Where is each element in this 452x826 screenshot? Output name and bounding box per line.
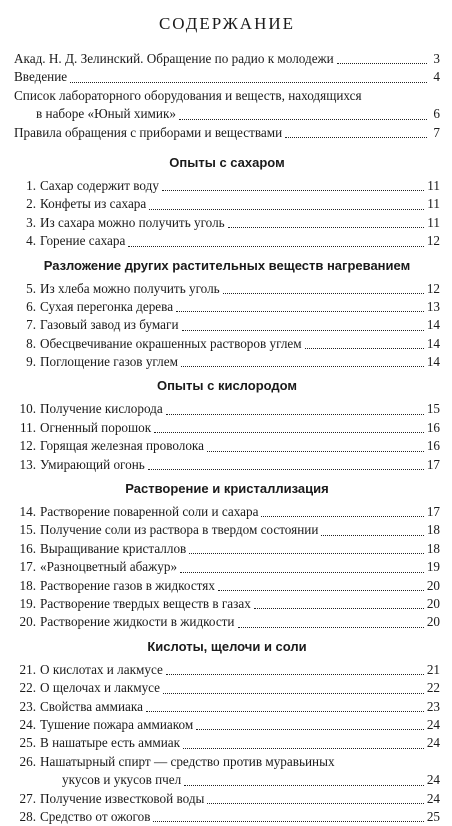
toc-entry[interactable]: [14, 177, 440, 195]
toc-entry[interactable]: [14, 232, 440, 250]
toc-entry-title: Свойства аммиака: [40, 698, 143, 714]
toc-entry-page: 20: [426, 595, 440, 611]
toc-entry-page: 21: [426, 661, 440, 677]
toc-entry-page: 22: [426, 680, 440, 696]
dot-leader: [305, 348, 424, 349]
dot-leader: [163, 693, 424, 694]
dot-leader: [146, 711, 424, 712]
toc-entry-page: 15: [426, 401, 440, 417]
toc-entry-number: 4.: [26, 233, 36, 249]
toc-entry-title: Правила обращения с приборами и веществами: [14, 124, 283, 140]
dot-leader: [180, 572, 424, 573]
page-title: СОДЕРЖАНИЕ: [158, 14, 296, 33]
toc-entry[interactable]: [14, 124, 440, 142]
toc-entry-title: Сухая перегонка дерева: [40, 298, 174, 314]
dot-leader: [254, 608, 424, 609]
toc-entry[interactable]: [14, 698, 440, 716]
toc-entry-page: 14: [426, 354, 440, 370]
toc-entry-number: 17.: [19, 559, 36, 575]
toc-entry-number: 2.: [26, 196, 36, 212]
toc-entry-number: 9.: [26, 354, 36, 370]
toc-entry-line: [14, 753, 440, 771]
toc-entry-number: 1.: [26, 177, 36, 193]
toc-entry-number: 22.: [19, 680, 36, 696]
toc-entry-number: 13.: [19, 456, 36, 472]
toc-entry[interactable]: [14, 577, 440, 595]
toc-entry-number: 11.: [20, 419, 36, 435]
toc-entry[interactable]: [14, 679, 440, 697]
dot-leader: [183, 748, 424, 749]
toc-entry-title: Выращивание кристаллов: [40, 540, 187, 556]
toc-entry-title: Умирающий огонь: [40, 456, 145, 472]
toc-entry[interactable]: [14, 437, 440, 455]
dot-leader: [223, 293, 424, 294]
toc-entry-page: 12: [426, 280, 440, 296]
dot-leader: [154, 432, 424, 433]
toc-entry[interactable]: [14, 503, 440, 521]
toc-entry-number: 7.: [26, 317, 36, 333]
toc-entry-page: 7: [433, 124, 440, 140]
toc-entry-continuation: [14, 771, 440, 789]
section-heading: Кислоты, щелочи и соли: [147, 638, 307, 654]
toc-entry[interactable]: [14, 716, 440, 734]
toc-entry-page: 24: [426, 790, 440, 806]
toc-entry-page: 4: [433, 69, 440, 85]
toc-entry-title: Введение: [14, 69, 68, 85]
toc-entry-page: 18: [426, 540, 440, 556]
dot-leader: [128, 246, 423, 247]
dot-leader: [285, 137, 427, 138]
dot-leader: [228, 227, 425, 228]
dot-leader: [148, 469, 424, 470]
toc-entry-title: О щелочах и лакмусе: [40, 680, 161, 696]
toc-entry-title: Акад. Н. Д. Зелинский. Обращение по радио к молодежи: [14, 50, 334, 66]
toc-entry[interactable]: [14, 419, 440, 437]
toc-entry-number: 26.: [19, 753, 36, 769]
toc-entry-number: 24.: [19, 716, 36, 732]
toc-entry[interactable]: [14, 87, 440, 124]
dot-leader: [321, 535, 423, 536]
toc-entry-title: Растворение твердых веществ в газах: [40, 595, 251, 611]
toc-entry-page: 14: [426, 335, 440, 351]
toc-entry-page: 11: [427, 177, 440, 193]
toc-entry-title: Растворение жидкости в жидкости: [40, 614, 235, 630]
dot-leader: [189, 553, 424, 554]
toc-entry-title: Газовый завод из бумаги: [40, 317, 179, 333]
toc-entry-page: 14: [426, 317, 440, 333]
toc-entry-title: Из хлеба можно получить уголь: [40, 280, 220, 296]
toc-entry-number: 3.: [26, 214, 36, 230]
toc-entry[interactable]: [14, 558, 440, 576]
toc-entry[interactable]: [14, 50, 440, 68]
toc-entry-page: 16: [426, 419, 440, 435]
toc-entry-title: Растворение газов в жидкостях: [40, 577, 215, 593]
dot-leader: [181, 366, 424, 367]
toc-entry-page: 3: [433, 50, 440, 66]
toc-entry-page: 12: [426, 233, 440, 249]
toc-entry-title: Поглощение газов углем: [40, 354, 178, 370]
toc-entry-number: 25.: [19, 735, 36, 751]
toc-entry-title-continued: в наборе «Юный химик»: [36, 106, 176, 122]
toc-entry-title: В нашатыре есть аммиак: [40, 735, 181, 751]
dot-leader: [149, 209, 424, 210]
toc-entry-page: 16: [426, 438, 440, 454]
dot-leader: [176, 311, 424, 312]
toc-entry[interactable]: [14, 595, 440, 613]
toc-entry-title: «Разноцветный абажур»: [40, 559, 178, 575]
toc-entry[interactable]: [14, 521, 440, 539]
toc-entry-title: Обесцвечивание окрашенных растворов углем: [40, 335, 302, 351]
toc-entry-number: 19.: [19, 595, 36, 611]
toc-entry-page: 17: [426, 504, 440, 520]
toc-entry-title: Горение сахара: [40, 233, 126, 249]
toc-entry-title: Из сахара можно получить уголь: [40, 214, 225, 230]
toc-entry[interactable]: [14, 790, 440, 808]
toc-entry-page: 23: [426, 698, 440, 714]
toc-entry[interactable]: [14, 280, 440, 298]
dot-leader: [153, 821, 423, 822]
dot-leader: [207, 451, 424, 452]
dot-leader: [218, 590, 424, 591]
toc-entry-page: 18: [426, 522, 440, 538]
toc-entry[interactable]: [14, 734, 440, 752]
toc-entry[interactable]: [14, 400, 440, 418]
toc-entry-title: Конфеты из сахара: [40, 196, 147, 212]
section-heading: Опыты с сахаром: [169, 154, 285, 170]
toc-entry-number: 14.: [19, 504, 36, 520]
dot-leader: [70, 82, 427, 83]
section-heading: Растворение и кристаллизация: [125, 481, 329, 497]
toc-entry[interactable]: [14, 316, 440, 334]
toc-entry-number: 6.: [26, 298, 36, 314]
dot-leader: [182, 330, 424, 331]
toc-entry[interactable]: [14, 335, 440, 353]
toc-entry[interactable]: [14, 661, 440, 679]
toc-entry-number: 20.: [19, 614, 36, 630]
dot-leader: [166, 414, 424, 415]
toc-entry-page: 24: [426, 735, 440, 751]
toc-entry-page: 6: [433, 106, 440, 122]
dot-leader: [238, 627, 424, 628]
toc-entry-number: 10.: [19, 401, 36, 417]
toc-entry-number: 27.: [19, 790, 36, 806]
toc-entry-page: 17: [426, 456, 440, 472]
toc-entry[interactable]: [14, 808, 440, 826]
section-heading: Разложение других растительных веществ нагреванием: [43, 257, 411, 273]
toc-entry-title: Тушение пожара аммиаком: [40, 716, 194, 732]
toc-entry[interactable]: [14, 540, 440, 558]
toc-entry-number: 12.: [19, 438, 36, 454]
toc-entry-title: Получение кислорода: [40, 401, 163, 417]
dot-leader: [166, 674, 424, 675]
dot-leader: [184, 785, 424, 786]
dot-leader: [207, 803, 423, 804]
toc-entry[interactable]: [14, 456, 440, 474]
toc-entry-title: Получение соли из раствора в твердом состоянии: [40, 522, 319, 538]
section-heading: Опыты с кислородом: [156, 378, 298, 394]
toc-entry-page: 20: [426, 577, 440, 593]
toc-entry-page: 25: [426, 808, 440, 824]
toc-entry-continuation: [14, 105, 440, 123]
toc-entry-page: 13: [426, 298, 440, 314]
toc-entry-page: 11: [427, 214, 440, 230]
toc-entry-title: Сахар содержит воду: [40, 177, 159, 193]
toc-entry[interactable]: [14, 195, 440, 213]
toc-entry-title: Огненный порошок: [40, 419, 152, 435]
toc-entry-number: 21.: [19, 661, 36, 677]
dot-leader: [196, 729, 424, 730]
toc-entry-page: 19: [426, 559, 440, 575]
dot-leader: [261, 516, 423, 517]
toc-entry-title: Получение известковой воды: [40, 790, 205, 806]
toc-entry-number: 16.: [19, 540, 36, 556]
table-of-contents: [14, 50, 440, 826]
toc-entry-number: 8.: [26, 335, 36, 351]
toc-entry[interactable]: [14, 298, 440, 316]
toc-entry[interactable]: [14, 68, 440, 86]
toc-entry-title-continued: укусов и укусов пчел: [62, 772, 182, 788]
toc-entry-title: О кислотах и лакмусе: [40, 661, 163, 677]
toc-entry-title: Растворение поваренной соли и сахара: [40, 504, 259, 520]
toc-entry-title: Средство от ожогов: [40, 808, 151, 824]
toc-entry-number: 18.: [19, 577, 36, 593]
toc-entry-page: 11: [427, 196, 440, 212]
dot-leader: [337, 63, 427, 64]
toc-entry-number: 28.: [19, 808, 36, 824]
toc-entry-page: 24: [426, 772, 440, 788]
toc-entry-number: 15.: [19, 522, 36, 538]
toc-entry-page: 24: [426, 716, 440, 732]
toc-entry-title: Нашатырный спирт — средство против муравьиных: [40, 753, 335, 769]
toc-entry-title: Список лабораторного оборудования и веществ, находящихся: [14, 87, 362, 103]
dot-leader: [162, 190, 424, 191]
toc-entry-page: 20: [426, 614, 440, 630]
toc-entry[interactable]: [14, 753, 440, 790]
dot-leader: [179, 119, 427, 120]
toc-entry[interactable]: [14, 613, 440, 631]
toc-entry-title: Горящая железная проволока: [40, 438, 204, 454]
toc-entry-number: 5.: [26, 280, 36, 296]
toc-entry-line: [14, 87, 440, 105]
toc-entry-number: 23.: [19, 698, 36, 714]
toc-entry[interactable]: [14, 353, 440, 371]
toc-entry[interactable]: [14, 214, 440, 232]
